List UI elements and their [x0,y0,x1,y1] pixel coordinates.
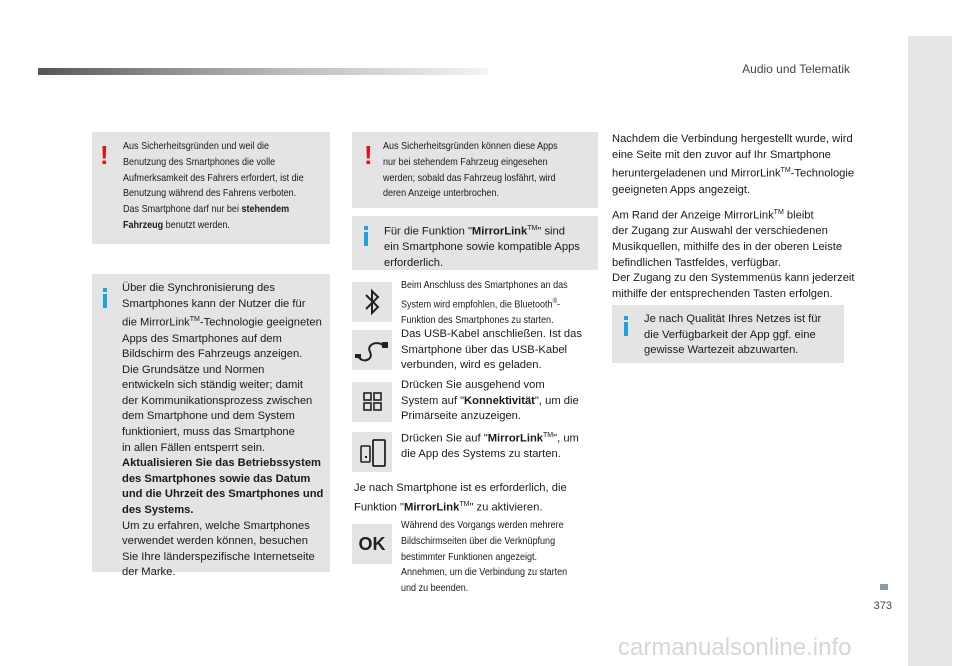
step-usb-text: Das USB-Kabel anschließen. Ist das Smartphone über das USB-Kabel verbunden, wird es geladen. [401,328,582,372]
info-box-sync [92,274,330,579]
info-box-network [612,305,844,363]
connectivity-icon [352,382,392,422]
ok-step-text: Während des Vorgangs werden mehrere Bildschirmseiten über die Verknüpfung bestimmter Funktionen angezeigt. Annehmen, um die Verbindung zu starten und zu beenden. [401,519,568,595]
connectivity-icon-box [352,382,392,422]
bluetooth-icon [352,282,392,322]
right-paragraph-1: Nachdem die Verbindung hergestellt wurde, wird eine Seite mit den zuvor auf Ihr Smartphone heruntergeladenen und MirrorLink™-Technologie geeigneten Apps angezeigt. [612,133,855,196]
mirrorlink-icon-box [352,432,392,472]
warning-icon: ! [100,140,109,170]
bluetooth-icon-box [352,282,392,322]
ok-icon: OK [358,534,386,554]
watermark: carmanualsonline.info [618,634,852,661]
activate-text: Je nach Smartphone ist es erforderlich, die Funktion "MirrorLink™" zu aktivieren. [354,482,567,514]
ok-icon-box [352,524,392,564]
right-paragraph-2: Am Rand der Anzeige MirrorLink™ bleibt der Zugang zur Auswahl der verschiedenen Musikquellen, mithilfe des in der oberen Leiste befindlichen Tastfeldes, verfügbar. Der Zugang zu den Systemmenüs kann jederzeit mithilfe der entsprechenden Tasten erfolgen. [612,209,855,300]
step-mirrorlink-text: Drücken Sie auf "MirrorLink™", um die App des Systems zu starten. [401,432,579,461]
info-network-text: Je nach Qualität Ihres Netzes ist für die Verfügbarkeit der App ggf. eine gewisse Wartezeit abzuwarten. [644,313,822,357]
header-gradient-bar [38,68,488,75]
warning-text: Aus Sicherheitsgründen und weil die Benutzung des Smartphones die volle Aufmerksamkeit des Fahrers erfordert, ist die Benutzung während des Fahrens verboten. Das Smartphone darf nur bei stehendem Fahrzeug benutzt werden. [123,140,304,231]
info-box-mirrorlink [352,216,598,270]
page-number: 373 [873,600,892,612]
page-sidebar [908,36,952,666]
page-marker [880,584,888,590]
info-mirrorlink-text: Für die Funktion "MirrorLink™" sind ein Smartphone sowie kompatible Apps erforderlich. [384,225,580,269]
section-title: Audio und Telematik [742,62,850,76]
warning-icon: ! [364,140,373,170]
warning-box-apps [352,132,598,208]
step-bluetooth-text: Beim Anschluss des Smartphones an das System wird empfohlen, die Bluetooth®- Funktion des Smartphones zu starten. [401,279,568,327]
warning-box-driving [92,132,330,244]
mirrorlink-icon [352,432,392,472]
step-connectivity-text: Drücken Sie ausgehend vom System auf "Konnektivität", um die Primärseite anzuzeigen. [401,379,579,423]
warning-apps-text: Aus Sicherheitsgründen können diese Apps nur bei stehendem Fahrzeug eingesehen werden; sobald das Fahrzeug losfährt, wird deren Anzeige unterbrochen. [383,140,558,200]
usb-cable-icon [352,330,392,370]
usb-cable-icon-box [352,330,392,370]
info-sync-text: Über die Synchronisierung des Smartphones kann der Nutzer die für die MirrorLink™-Technologie geeigneten Apps des Smartphones auf dem Bildschirm des Fahrzeugs anzeigen. Die Grundsätze und Normen entwickeln sich ständig weiter; damit der Kommunikationsprozess zwischen dem Smartphone und dem System funktioniert, muss das Smartphone in allen Fällen entsperrt sein. Aktualisieren Sie das Betriebssystem des Smartphones sowie das Datum und die Uhrzeit des Smartphones und des Systems. Um zu erfahren, welche Smartphones verwendet werden können, besuchen Sie Ihre länderspezifische Internetseite der Marke. [122,282,324,579]
